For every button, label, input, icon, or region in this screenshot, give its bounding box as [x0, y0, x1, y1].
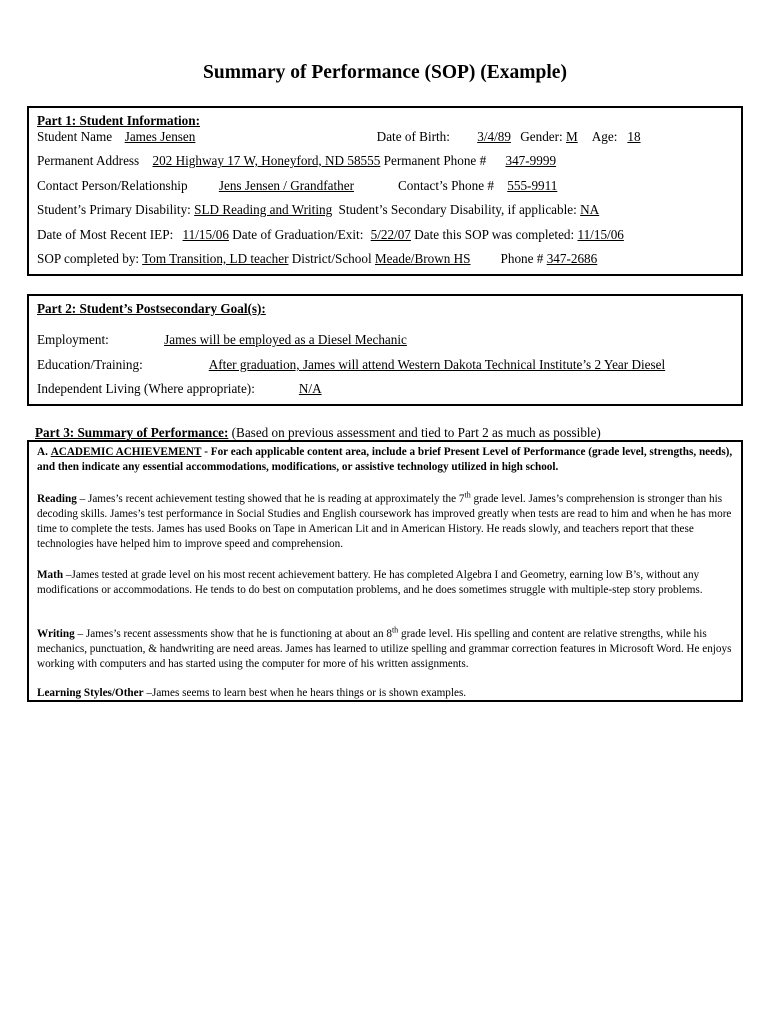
secondary-disability-field[interactable]: NA: [580, 202, 600, 217]
reading-label: Reading: [37, 493, 77, 505]
iep-label: Date of Most Recent IEP:: [37, 227, 174, 242]
learning-label: Learning Styles/Other: [37, 687, 144, 699]
employment-field[interactable]: James will be employed as a Diesel Mechanic: [164, 332, 407, 347]
part3-heading-note: (Based on previous assessment and tied to Part 2 as much as possible): [231, 425, 601, 440]
contact-phone-label: Contact’s Phone #: [397, 178, 494, 193]
employment-label: Employment:: [37, 332, 109, 347]
learning-text: –James seems to learn best when he hears things or is shown examples.: [143, 687, 467, 699]
section-a-desc: - For each applicable content area, include a brief Present Level of Performance (grade level, strengths, needs), and then indicate any essential accommodations, modifications, or assistive technology utilized in high school.: [37, 446, 733, 473]
reading-paragraph: [37, 492, 735, 552]
math-paragraph: [37, 568, 735, 598]
writing-paragraph: [37, 627, 735, 672]
student-name-row: [37, 129, 735, 145]
education-row: [37, 357, 735, 373]
reading-text-1: – James’s recent achievement testing showed that he is reading at approximately the 7: [76, 493, 465, 505]
primary-disability-label: Student’s Primary Disability:: [37, 202, 191, 217]
reading-sup: th: [464, 490, 471, 500]
district-label: District/School: [291, 251, 372, 266]
completed-by-field[interactable]: Tom Transition, LD teacher: [142, 251, 289, 266]
age-label: Age:: [591, 129, 618, 144]
district-field[interactable]: Meade/Brown HS: [374, 251, 471, 266]
living-row: [37, 381, 735, 397]
age-field[interactable]: 18: [627, 129, 641, 144]
math-text: –James tested at grade level on his most recent achievement battery. He has completed Algebra I and Geometry, earning low B’s, without any modifications or accommodations. He tends to do best on computation problems, and he does sometimes struggle with multiple-step story problems.: [37, 569, 703, 596]
gender-label: Gender:: [520, 129, 563, 144]
secondary-disability-label: Student’s Secondary Disability, if applicable:: [338, 202, 577, 217]
part3-box: [27, 440, 743, 702]
graduation-label: Date of Graduation/Exit:: [232, 227, 364, 242]
sop-date-label: Date this SOP was completed:: [414, 227, 575, 242]
section-a-prefix: A.: [37, 446, 48, 458]
gender-field[interactable]: M: [566, 129, 578, 144]
phone-field[interactable]: 347-2686: [546, 251, 598, 266]
perm-phone-field[interactable]: 347-9999: [505, 153, 557, 168]
completed-by-label: SOP completed by:: [37, 251, 140, 266]
living-field[interactable]: N/A: [298, 381, 322, 396]
dates-row: [37, 227, 735, 243]
part1-box: [27, 106, 743, 276]
reading-text-2: grade level. James’s comprehension is stronger than his decoding skills. James’s test performance in Social Studies and English coursework has improved greatly when tests are read to him and when he has more time to complete the tests. James has used Books on Tape in American Lit and in American History. He reads slowly, and teachers report that these technologies have helped him to improve speed and comprehension.: [37, 493, 732, 550]
dob-label: Date of Birth:: [376, 129, 450, 144]
contact-field[interactable]: Jens Jensen / Grandfather: [218, 178, 354, 193]
student-name-label: Student Name: [37, 129, 113, 144]
contact-label: Contact Person/Relationship: [37, 178, 188, 193]
address-row: [37, 153, 735, 169]
address-field[interactable]: 202 Highway 17 W, Honeyford, ND 58555: [152, 153, 381, 168]
part1-heading: Part 1: Student Information:: [37, 113, 201, 128]
section-a-title: ACADEMIC ACHIEVEMENT: [50, 446, 202, 458]
part3-heading-row: [35, 425, 760, 441]
education-field[interactable]: After graduation, James will attend Western Dakota Technical Institute’s 2 Year Diesel: [208, 357, 666, 372]
dob-field[interactable]: 3/4/89: [477, 129, 511, 144]
education-label: Education/Training:: [37, 357, 143, 372]
iep-field[interactable]: 11/15/06: [182, 227, 229, 242]
contact-row: [37, 178, 735, 194]
document-title: Summary of Performance (SOP) (Example): [203, 62, 567, 83]
math-label: Math: [37, 569, 64, 581]
contact-phone-field[interactable]: 555-9911: [507, 178, 558, 193]
writing-sup: th: [391, 625, 399, 635]
part2-box: [27, 294, 743, 406]
writing-text-1: – James’s recent assessments show that he is functioning at about an 8: [74, 628, 392, 640]
sop-date-field[interactable]: 11/15/06: [577, 227, 624, 242]
address-label: Permanent Address: [37, 153, 140, 168]
part3-heading: Part 3: Summary of Performance:: [35, 425, 229, 440]
employment-row: [37, 332, 735, 348]
perm-phone-label: Permanent Phone #: [383, 153, 487, 168]
student-name-field[interactable]: James Jensen: [124, 129, 196, 144]
disability-row: [37, 202, 735, 218]
writing-text-2: grade level. His spelling and content are relative strengths, while his mechanics, punctuation, & handwriting are need areas. James has learned to utilize spelling and grammar correction features in Microsoft Word. He enjoys working with computers and has started using the computer for more of his written assignments.: [37, 628, 732, 670]
part2-heading: Part 2: Student’s Postsecondary Goal(s):: [37, 301, 266, 316]
graduation-field[interactable]: 5/22/07: [370, 227, 411, 242]
living-label: Independent Living (Where appropriate):: [37, 381, 255, 396]
writing-label: Writing: [37, 628, 75, 640]
completed-by-row: [37, 251, 735, 267]
phone-label: Phone #: [500, 251, 544, 266]
section-a: [37, 445, 735, 475]
learning-paragraph: [37, 686, 735, 701]
primary-disability-field[interactable]: SLD Reading and Writing: [194, 202, 333, 217]
